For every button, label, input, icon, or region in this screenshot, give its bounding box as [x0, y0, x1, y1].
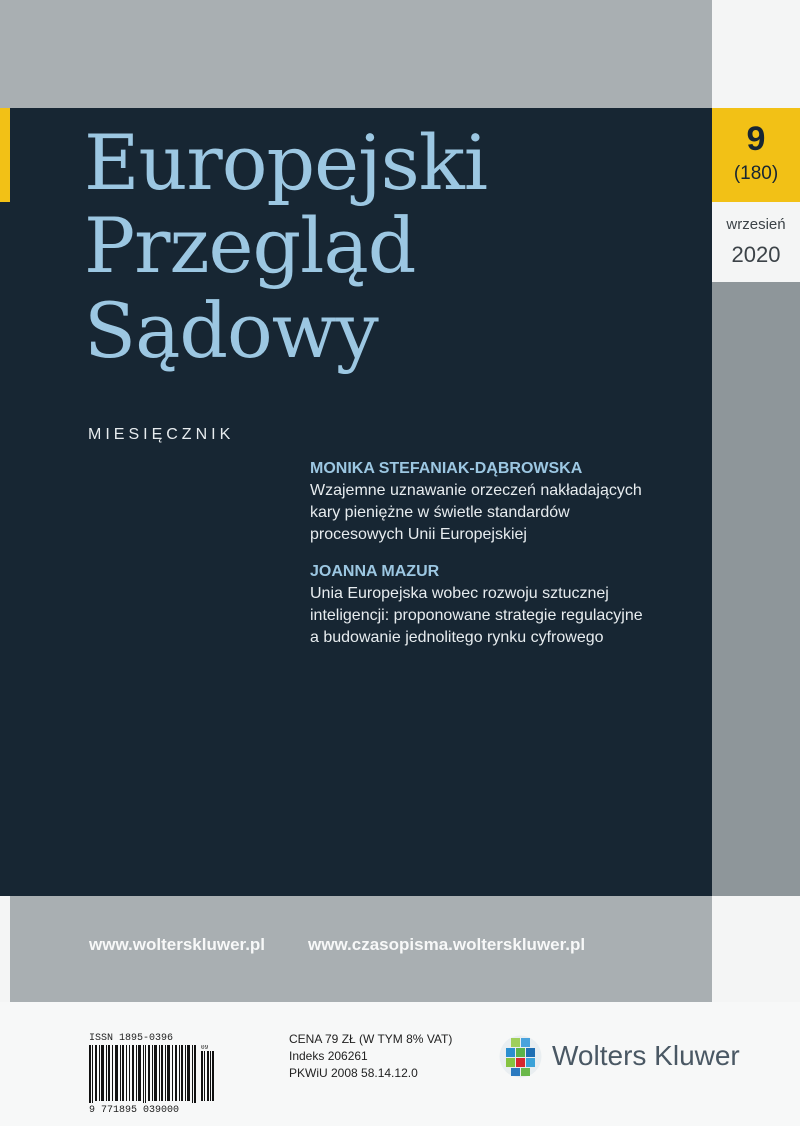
journal-title-line-2: Przegląd — [84, 201, 416, 290]
barcode-digits: 9 771895 039000 — [89, 1105, 180, 1116]
article-title-line: Unia Europejska wobec rozwoju sztucznej — [310, 585, 609, 602]
issue-date-panel — [712, 202, 800, 282]
featured-article — [310, 562, 705, 649]
barcode-bars — [89, 1045, 215, 1107]
publisher-url: www.wolterskluwer.pl — [89, 935, 266, 954]
right-gray-strip — [712, 282, 800, 896]
right-top-white-panel — [712, 0, 800, 108]
issue-number-box — [712, 108, 800, 202]
journal-title-line-1: Europejski — [84, 118, 488, 207]
issn-label: ISSN 1895-0396 — [89, 1033, 174, 1044]
issue-month: wrzesień — [726, 216, 786, 233]
wolters-kluwer-mosaic-icon — [498, 1034, 543, 1079]
publication-frequency: MIESIĘCZNIK — [88, 426, 235, 443]
pkwiu-text: PKWiU 2008 58.14.12.0 — [289, 1066, 418, 1080]
barcode — [89, 1033, 215, 1119]
right-bottom-white-panel — [712, 896, 800, 1002]
index-text: Indeks 206261 — [289, 1049, 368, 1063]
article-author: MONIKA STEFANIAK-DĄBROWSKA — [310, 460, 583, 477]
issue-number: 9 — [746, 120, 766, 158]
article-title-line: kary pieniężne w świetle standardów — [310, 504, 570, 521]
article-author: JOANNA MAZUR — [310, 563, 440, 580]
article-title-line: a budowanie jednolitego rynku cyfrowego — [310, 629, 604, 646]
article-title-line: Wzajemne uznawanie orzeczeń nakładających — [310, 482, 642, 499]
article-title — [310, 480, 705, 546]
publisher-name: Wolters Kluwer — [552, 1040, 740, 1071]
article-title-line: inteligencji: proponowane strategie regulacyjne — [310, 607, 643, 624]
left-yellow-accent — [0, 108, 10, 202]
issue-year: 2020 — [731, 242, 781, 267]
journals-url: www.czasopisma.wolterskluwer.pl — [308, 935, 586, 954]
barcode-addon: 09 — [201, 1045, 209, 1051]
issue-cumulative-number: (180) — [733, 163, 779, 184]
article-title-line: procesowych Unii Europejskiej — [310, 526, 527, 543]
price-info — [289, 1031, 452, 1082]
featured-article — [310, 459, 705, 546]
top-gray-band — [0, 0, 712, 108]
price-text: CENA 79 ZŁ (W TYM 8% VAT) — [289, 1032, 453, 1046]
journal-title-line-3: Sądowy — [84, 286, 378, 375]
article-title — [310, 583, 705, 649]
